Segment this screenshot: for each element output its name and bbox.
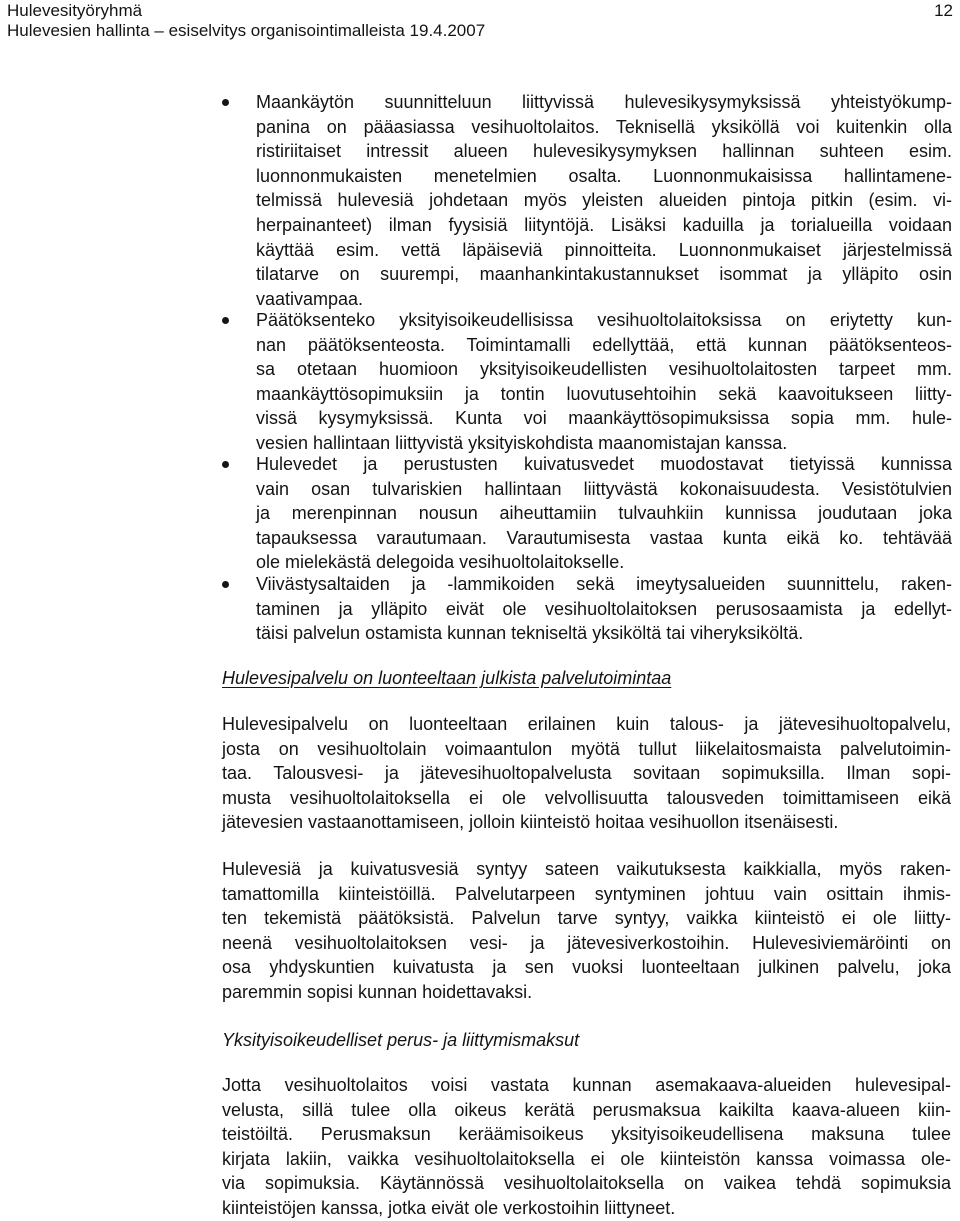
text-line: Jotta vesihuoltolaitos voisi vastata kunnan asemakaava-alueiden hulevesipal-	[222, 1075, 951, 1095]
text-line: paremmin sopisi kunnan hoidettavaksi.	[222, 981, 533, 1002]
section-heading-fees: Yksityisoikeudelliset perus- ja liittymismaksut	[222, 1030, 580, 1050]
text-line: ja merenpinnan nousun aiheuttamiin tulvauhkiin kunnissa joudutaan joka	[256, 503, 952, 524]
paragraph	[222, 857, 951, 1005]
header-title: Hulevesityöryhmä	[7, 1, 143, 20]
text-line: vaativampaa.	[256, 288, 364, 309]
text-line: ristiriitaiset intressit alueen hulevesikysymyksen hallinnan suhteen esim.	[256, 141, 952, 162]
text-line: nan päätöksenteosta. Toimintamalli edellyttää, että kunnan päätöksenteos-	[256, 334, 952, 355]
text-line: tamattomilla kiinteistöillä. Palvelutarpeen syntyminen johtuu vain osittain ihmis-	[222, 883, 951, 904]
bullet-text	[256, 452, 952, 575]
text-line: via sopimuksia. Käytännössä vesihuoltolaitoksella on vaikea tehdä sopimuksia	[222, 1173, 951, 1194]
text-line: luonnonmukaisten menetelmien osalta. Luonnonmukaisissa hallintamene-	[256, 165, 952, 186]
text-line: taminen ja ylläpito eivät ole vesihuoltolaitoksen perusosaamista ja edellyt-	[256, 598, 952, 619]
page-header	[7, 0, 953, 45]
text-line: kirjata lakiin, vaikka vesihuoltolaitoksella ei ole kiinteistön kanssa voimassa ole-	[222, 1148, 951, 1169]
text-line: velusta, sillä tulee olla oikeus kerätä perusmaksua kaikilta kaava-alueen kiin-	[222, 1099, 951, 1120]
bullet-text	[256, 308, 952, 456]
text-line: vesien hallintaan liittyvistä yksityiskohdista maanomistajan kanssa.	[256, 432, 788, 453]
text-line: täisi palvelun ostamista kunnan tekniseltä yksiköltä tai viheryksiköltä.	[256, 623, 804, 644]
text-line: telmissä hulevesiä johdetaan myös yleisten alueiden pintoja pitkin (esim. vi-	[256, 190, 952, 211]
text-line: Päätöksenteko yksityisoikeudellisissa vesihuoltolaitoksissa on eriytetty kun-	[256, 310, 952, 330]
text-line: kiinteistöjen kanssa, jotka eivät ole verkostoihin liittyneet.	[222, 1197, 676, 1218]
text-line: vain osan tulvariskien hallintaan liittyvästä kokonaisuudesta. Vesistötulvien	[256, 478, 952, 499]
text-line: taa. Talousvesi- ja jätevesihuoltopalvelusta sovitaan sopimuksilla. Ilman sopi-	[222, 763, 951, 784]
text-line: josta on vesihuoltolain voimaantulon myötä tullut liikelaitosmaista palvelutoimin-	[222, 738, 951, 759]
text-line: tapauksessa varautumaan. Varautumisesta vastaa kunta eikä ko. tehtävää	[256, 527, 952, 548]
text-line: Hulevedet ja perustusten kuivatusvedet muodostavat tietyissä kunnissa	[256, 454, 952, 474]
text-line: herpainanteet) ilman fyysisiä liityntöjä. Lisäksi kaduilla ja torialueilla voidaan	[256, 214, 952, 235]
text-line: Viivästysaltaiden ja -lammikoiden sekä imeytysalueiden suunnittelu, raken-	[256, 574, 952, 594]
text-line: Maankäytön suunnitteluun liittyvissä hulevesikysymyksissä yhteistyökump-	[256, 92, 952, 112]
text-line: osa yhdyskuntien kuivatusta ja sen vuoksi luonteeltaan julkinen palvelu, joka	[222, 957, 951, 978]
text-line: maankäyttösopimuksiin ja tontin luovutusehtoihin sekä kaavoitukseen liitty-	[256, 383, 952, 404]
text-line: Hulevesiä ja kuivatusvesiä syntyy sateen vaikutuksesta kaikkialla, myös raken-	[222, 859, 951, 879]
text-line: musta vesihuoltolaitoksella ei ole velvollisuutta talousveden toimittamiseen eikä	[222, 787, 951, 808]
text-line: sa otetaan huomioon yksityisoikeudellisten vesihuoltolaitosten tarpeet mm.	[256, 359, 952, 380]
bullet-icon	[222, 317, 229, 324]
text-line: käyttää esim. vettä läpäiseviä pinnoitteita. Luonnonmukaiset järjestelmissä	[256, 239, 952, 260]
bullet-icon	[222, 99, 229, 106]
paragraph	[222, 712, 951, 835]
section-heading-public-service: Hulevesipalvelu on luonteeltaan julkista palvelutoimintaa	[222, 668, 672, 688]
page-number: 12	[934, 1, 953, 20]
paragraph	[222, 1073, 951, 1221]
text-line: jätevesien vastaanottamiseen, jolloin kiinteistö hoitaa vesihuollon itsenäisesti.	[222, 812, 839, 833]
text-line: panina on pääasiassa vesihuoltolaitos. Teknisellä yksiköllä voi kuitenkin olla	[256, 116, 952, 137]
text-line: ten tekemistä päätöksistä. Palvelun tarve syntyy, vaikka kiinteistö ei ole liitty-	[222, 908, 951, 929]
bullet-text	[256, 90, 952, 311]
text-line: tilatarve on suurempi, maanhankintakustannukset isommat ja ylläpito osin	[256, 264, 952, 285]
text-line: teistöiltä. Perusmaksun keräämisoikeus yksityisoikeudellisena maksuna tulee	[222, 1124, 951, 1145]
header-subtitle: Hulevesien hallinta – esiselvitys organisointimalleista 19.4.2007	[7, 21, 486, 40]
bullet-icon	[222, 581, 229, 588]
bullet-text	[256, 572, 952, 646]
text-line: vissä kysymyksissä. Kunta voi maankäyttösopimuksissa sopia mm. hule-	[256, 408, 952, 429]
text-line: neenä vesihuoltolaitoksen vesi- ja jätevesiverkostoihin. Hulevesiviemäröinti on	[222, 932, 951, 953]
bullet-icon	[222, 461, 229, 468]
text-line: Hulevesipalvelu on luonteeltaan erilainen kuin talous- ja jätevesihuoltopalvelu,	[222, 714, 951, 734]
text-line: ole mielekästä delegoida vesihuoltolaitokselle.	[256, 552, 625, 573]
